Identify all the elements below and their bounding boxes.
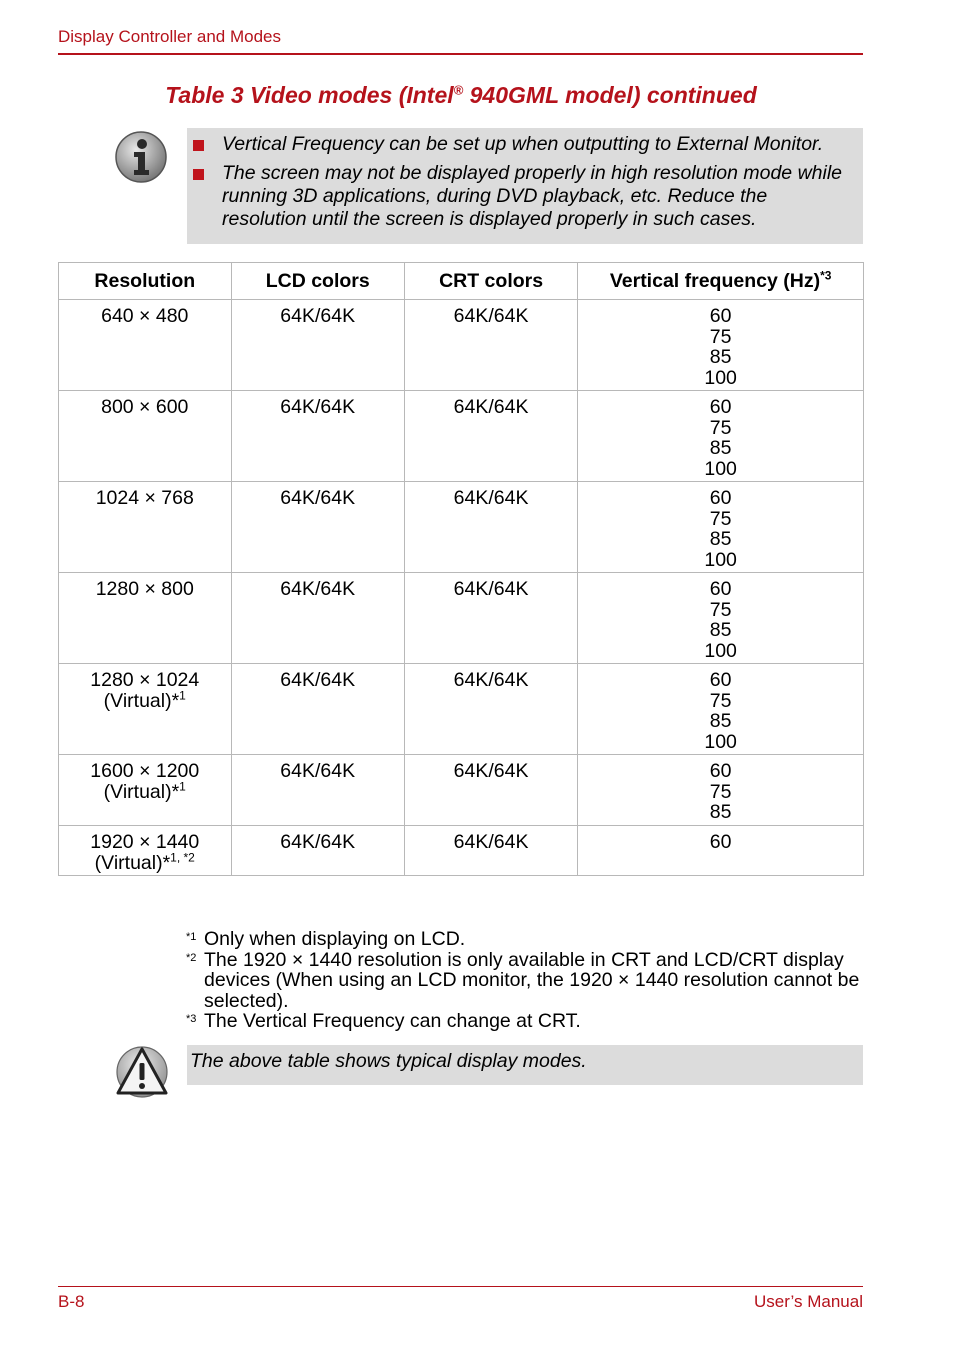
freq-value: 60	[709, 305, 732, 327]
freq-value: 60	[709, 669, 732, 691]
cell-resolution	[59, 573, 232, 664]
cell-lcd: 64K/64K	[231, 664, 404, 755]
registered-mark: ®	[453, 82, 464, 98]
footnote-text: The Vertical Frequency can change at CRT.	[204, 1010, 581, 1032]
cell-resolution	[59, 664, 232, 755]
table-row	[59, 573, 864, 664]
info-note-text: Vertical Frequency can be set up when outputting to External Monitor.	[222, 133, 824, 155]
info-note-item	[187, 162, 853, 231]
cell-crt: 64K/64K	[404, 391, 577, 482]
freq-value: 100	[704, 730, 737, 753]
cell-frequency	[578, 573, 864, 664]
cell-frequency	[578, 391, 864, 482]
cell-resolution	[59, 391, 232, 482]
footnote-ref: 1, *2	[170, 850, 195, 864]
cell-frequency	[578, 482, 864, 573]
cell-lcd: 64K/64K	[231, 391, 404, 482]
virtual-label: (Virtual)*	[103, 780, 180, 803]
table-row	[59, 664, 864, 755]
page-number: B-8	[58, 1292, 85, 1311]
footnote-mark: *1	[186, 931, 197, 943]
freq-value: 85	[709, 619, 732, 641]
resolution-virtual	[59, 688, 231, 712]
footnote-mark: *3	[186, 1013, 197, 1025]
cell-frequency	[578, 300, 864, 391]
virtual-label: (Virtual)*	[94, 851, 171, 874]
freq-value: 85	[709, 346, 732, 368]
resolution-text: 1024 × 768	[95, 487, 194, 509]
frequency-header-label: Vertical frequency (Hz)	[609, 269, 821, 292]
freq-value: 85	[709, 528, 732, 550]
cell-crt: 64K/64K	[404, 664, 577, 755]
cell-lcd: 64K/64K	[231, 755, 404, 826]
freq-value: 100	[704, 457, 737, 480]
freq-value: 60	[709, 578, 732, 600]
resolution-text: 800 × 600	[101, 396, 189, 418]
cell-crt: 64K/64K	[404, 826, 577, 876]
table-row	[59, 482, 864, 573]
table-row	[59, 755, 864, 826]
info-note-box	[187, 128, 863, 244]
col-header-resolution: Resolution	[59, 263, 232, 300]
freq-value: 60	[709, 396, 732, 418]
footnote-ref: 1	[179, 688, 186, 702]
resolution-text: 1280 × 800	[95, 578, 194, 600]
freq-value: 85	[709, 801, 732, 823]
freq-value: 85	[709, 437, 732, 459]
freq-value: 100	[704, 639, 737, 662]
warning-note-box	[187, 1045, 863, 1085]
video-modes-table	[58, 262, 864, 876]
table-row	[59, 826, 864, 876]
col-header-crt: CRT colors	[404, 263, 577, 300]
cell-crt: 64K/64K	[404, 573, 577, 664]
col-header-lcd: LCD colors	[231, 263, 404, 300]
bullet-square	[193, 169, 204, 180]
freq-value: 85	[709, 710, 732, 732]
footnote-mark: *2	[186, 951, 197, 964]
footnote	[186, 1011, 866, 1032]
footnote	[186, 929, 866, 950]
freq-value: 75	[709, 416, 732, 439]
resolution-virtual	[59, 850, 231, 874]
col-header-frequency	[578, 263, 864, 300]
resolution-text: 1920 × 1440	[90, 831, 200, 853]
resolution-virtual	[59, 779, 231, 803]
cell-resolution	[59, 826, 232, 876]
freq-value: 100	[704, 548, 737, 571]
table-title	[0, 82, 922, 109]
footer-rule	[58, 1286, 863, 1287]
running-header: Display Controller and Modes	[58, 27, 281, 46]
table-title-rest: 940GML model) continued	[463, 82, 757, 108]
cell-crt: 64K/64K	[404, 755, 577, 826]
table-row	[59, 300, 864, 391]
freq-value: 60	[709, 760, 732, 782]
cell-crt: 64K/64K	[404, 482, 577, 573]
resolution-text: 1600 × 1200	[90, 760, 200, 782]
resolution-text: 640 × 480	[101, 305, 189, 327]
freq-value: 100	[704, 366, 737, 389]
bullet-square	[193, 140, 204, 151]
info-note-item	[187, 133, 853, 156]
table-header-row	[59, 263, 864, 300]
freq-value: 75	[709, 598, 732, 621]
manual-title: User’s Manual	[754, 1292, 863, 1311]
cell-lcd: 64K/64K	[231, 300, 404, 391]
cell-frequency	[578, 826, 864, 876]
info-icon	[114, 130, 168, 184]
warning-triangle-icon	[114, 1045, 170, 1099]
footnote-ref: *3	[820, 268, 832, 283]
cell-resolution	[59, 482, 232, 573]
virtual-label: (Virtual)*	[103, 689, 180, 712]
freq-value: 75	[709, 325, 732, 348]
footnotes	[186, 929, 866, 1032]
cell-resolution	[59, 300, 232, 391]
warning-note-text: The above table shows typical display modes.	[190, 1050, 587, 1072]
footnote	[186, 950, 866, 1012]
footnote-ref: 1	[179, 779, 186, 793]
cell-frequency	[578, 755, 864, 826]
footnote-text: The 1920 × 1440 resolution is only available in CRT and LCD/CRT display devices (When using an LCD monitor, the 1920 × 1440 resolution cannot be selected).	[204, 948, 860, 1012]
freq-value: 75	[709, 780, 732, 803]
cell-lcd: 64K/64K	[231, 573, 404, 664]
freq-value: 60	[709, 831, 732, 853]
cell-lcd: 64K/64K	[231, 482, 404, 573]
cell-frequency	[578, 664, 864, 755]
cell-lcd: 64K/64K	[231, 826, 404, 876]
table-row	[59, 391, 864, 482]
table-title-main: Table 3 Video modes (Intel	[165, 82, 454, 108]
footnote-text: Only when displaying on LCD.	[204, 928, 466, 950]
header-rule	[58, 53, 863, 55]
cell-resolution	[59, 755, 232, 826]
freq-value: 60	[709, 487, 732, 509]
freq-value: 75	[709, 689, 732, 712]
resolution-text: 1280 × 1024	[90, 669, 200, 691]
cell-crt: 64K/64K	[404, 300, 577, 391]
info-note-text: The screen may not be displayed properly in high resolution mode while running 3D applications, during DVD playback, etc. Reduce the resolution until the screen is displayed properly in such cases.	[222, 162, 843, 230]
freq-value: 75	[709, 507, 732, 530]
